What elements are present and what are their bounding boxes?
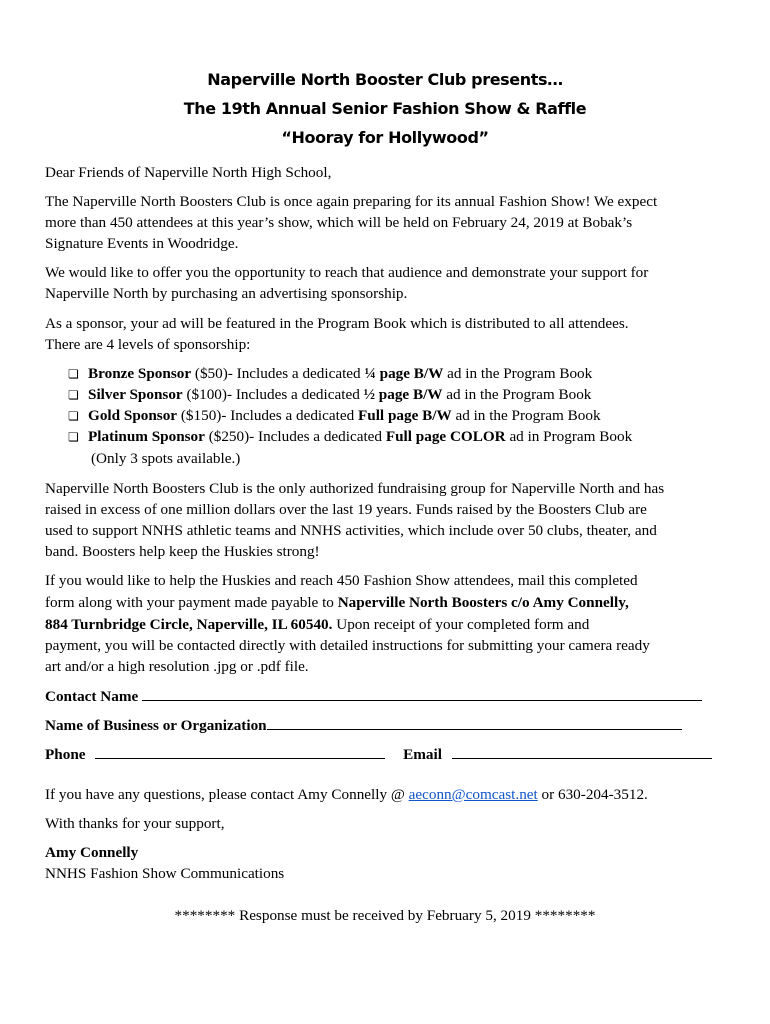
help-text: Upon receipt of your completed form and [332, 616, 590, 633]
help-text: form along with your payment made payable to [45, 594, 338, 611]
checkbox-bullet-icon: ❏ [68, 367, 79, 381]
intro-line: Signature Events in Woodridge. [45, 235, 239, 252]
level-ad-size: ½ page B/W [363, 386, 443, 403]
sponsor-intro-line: There are 4 levels of sponsorship: [45, 336, 251, 353]
closing: With thanks for your support, [45, 815, 225, 832]
payee-name: Naperville North Boosters c/o Amy Connelly, [337, 594, 629, 611]
level-tail: ad in the Program Book [442, 386, 592, 403]
email-field[interactable] [452, 744, 712, 759]
level-price: ($50)- Includes a dedicated [191, 365, 365, 382]
help-line [45, 614, 589, 635]
business-row [45, 715, 682, 736]
greeting: Dear Friends of Naperville North High School, [45, 164, 332, 181]
questions-line [45, 784, 648, 805]
sponsor-level-platinum [68, 426, 632, 448]
level-price: ($150)- Includes a dedicated [177, 407, 358, 424]
signer-name: Amy Connelly [45, 844, 139, 861]
heading-subtitle: The 19th Annual Senior Fashion Show & Raffle [183, 99, 587, 118]
platinum-note: (Only 3 spots available.) [91, 450, 241, 467]
help-line: art and/or a high resolution .jpg or .pdf file. [45, 658, 309, 675]
help-line: payment, you will be contacted directly with detailed instructions for submitting your camera ready [45, 637, 650, 654]
business-label: Name of Business or Organization [45, 717, 267, 734]
heading-theme: “Hooray for Hollywood” [281, 128, 489, 147]
about-line: Naperville North Boosters Club is the only authorized fundraising group for Naperville North and has [45, 480, 665, 497]
phone-field[interactable] [95, 744, 385, 759]
contact-name-label: Contact Name [45, 688, 139, 705]
contact-email-link[interactable]: aeconn@comcast.net [408, 786, 538, 803]
business-field[interactable] [267, 715, 682, 730]
offer-line: Naperville North by purchasing an advertising sponsorship. [45, 285, 408, 302]
about-line: raised in excess of one million dollars over the last 19 years. Funds raised by the Boosters Club are [45, 501, 647, 518]
level-name: Silver Sponsor [88, 386, 183, 403]
contact-name-row [45, 686, 702, 707]
checkbox-bullet-icon: ❏ [68, 388, 79, 402]
contact-name-field[interactable] [142, 686, 702, 701]
questions-text: If you have any questions, please contact Amy Connelly @ [45, 786, 409, 803]
heading-title: Naperville North Booster Club presents… [207, 70, 563, 89]
level-name: Platinum Sponsor [88, 428, 205, 445]
phone-label: Phone [45, 746, 86, 763]
about-line: band. Boosters help keep the Huskies strong! [45, 543, 320, 560]
level-ad-size: Full page COLOR [385, 428, 506, 445]
level-price: ($100)- Includes a dedicated [182, 386, 364, 403]
help-line [45, 592, 629, 613]
level-ad-size: Full page B/W [357, 407, 452, 424]
level-price: ($250)- Includes a dedicated [204, 428, 386, 445]
mailing-address: 884 Turnbridge Circle, Naperville, IL 60540. [45, 616, 333, 633]
level-ad-size: ¼ page B/W [364, 365, 444, 382]
level-tail: ad in the Program Book [443, 365, 593, 382]
phone-email-row [45, 744, 712, 765]
level-tail: ad in Program Book [505, 428, 633, 445]
level-name: Bronze Sponsor [88, 365, 192, 382]
about-line: used to support NNHS athletic teams and NNHS activities, which include over 50 clubs, theater, and [45, 522, 657, 539]
sponsor-level-bronze [68, 363, 592, 385]
signer-title: NNHS Fashion Show Communications [45, 865, 285, 882]
checkbox-bullet-icon: ❏ [68, 409, 79, 423]
offer-line: We would like to offer you the opportunity to reach that audience and demonstrate your support for [45, 264, 649, 281]
checkbox-bullet-icon: ❏ [68, 430, 79, 444]
questions-phone: or 630-204-3512. [537, 786, 648, 803]
intro-line: more than 450 attendees at this year’s show, which will be held on February 24, 2019 at Bobak’s [45, 214, 633, 231]
level-tail: ad in the Program Book [451, 407, 601, 424]
deadline-notice: ******** Response must be received by February 5, 2019 ******** [174, 907, 596, 924]
help-line: If you would like to help the Huskies and reach 450 Fashion Show attendees, mail this completed [45, 572, 638, 589]
sponsor-level-gold [68, 405, 601, 427]
level-name: Gold Sponsor [88, 407, 178, 424]
sponsor-intro-line: As a sponsor, your ad will be featured in the Program Book which is distributed to all attendees. [45, 315, 629, 332]
sponsor-level-silver [68, 384, 591, 406]
intro-line: The Naperville North Boosters Club is once again preparing for its annual Fashion Show! We expect [45, 193, 658, 210]
email-label: Email [403, 746, 442, 763]
